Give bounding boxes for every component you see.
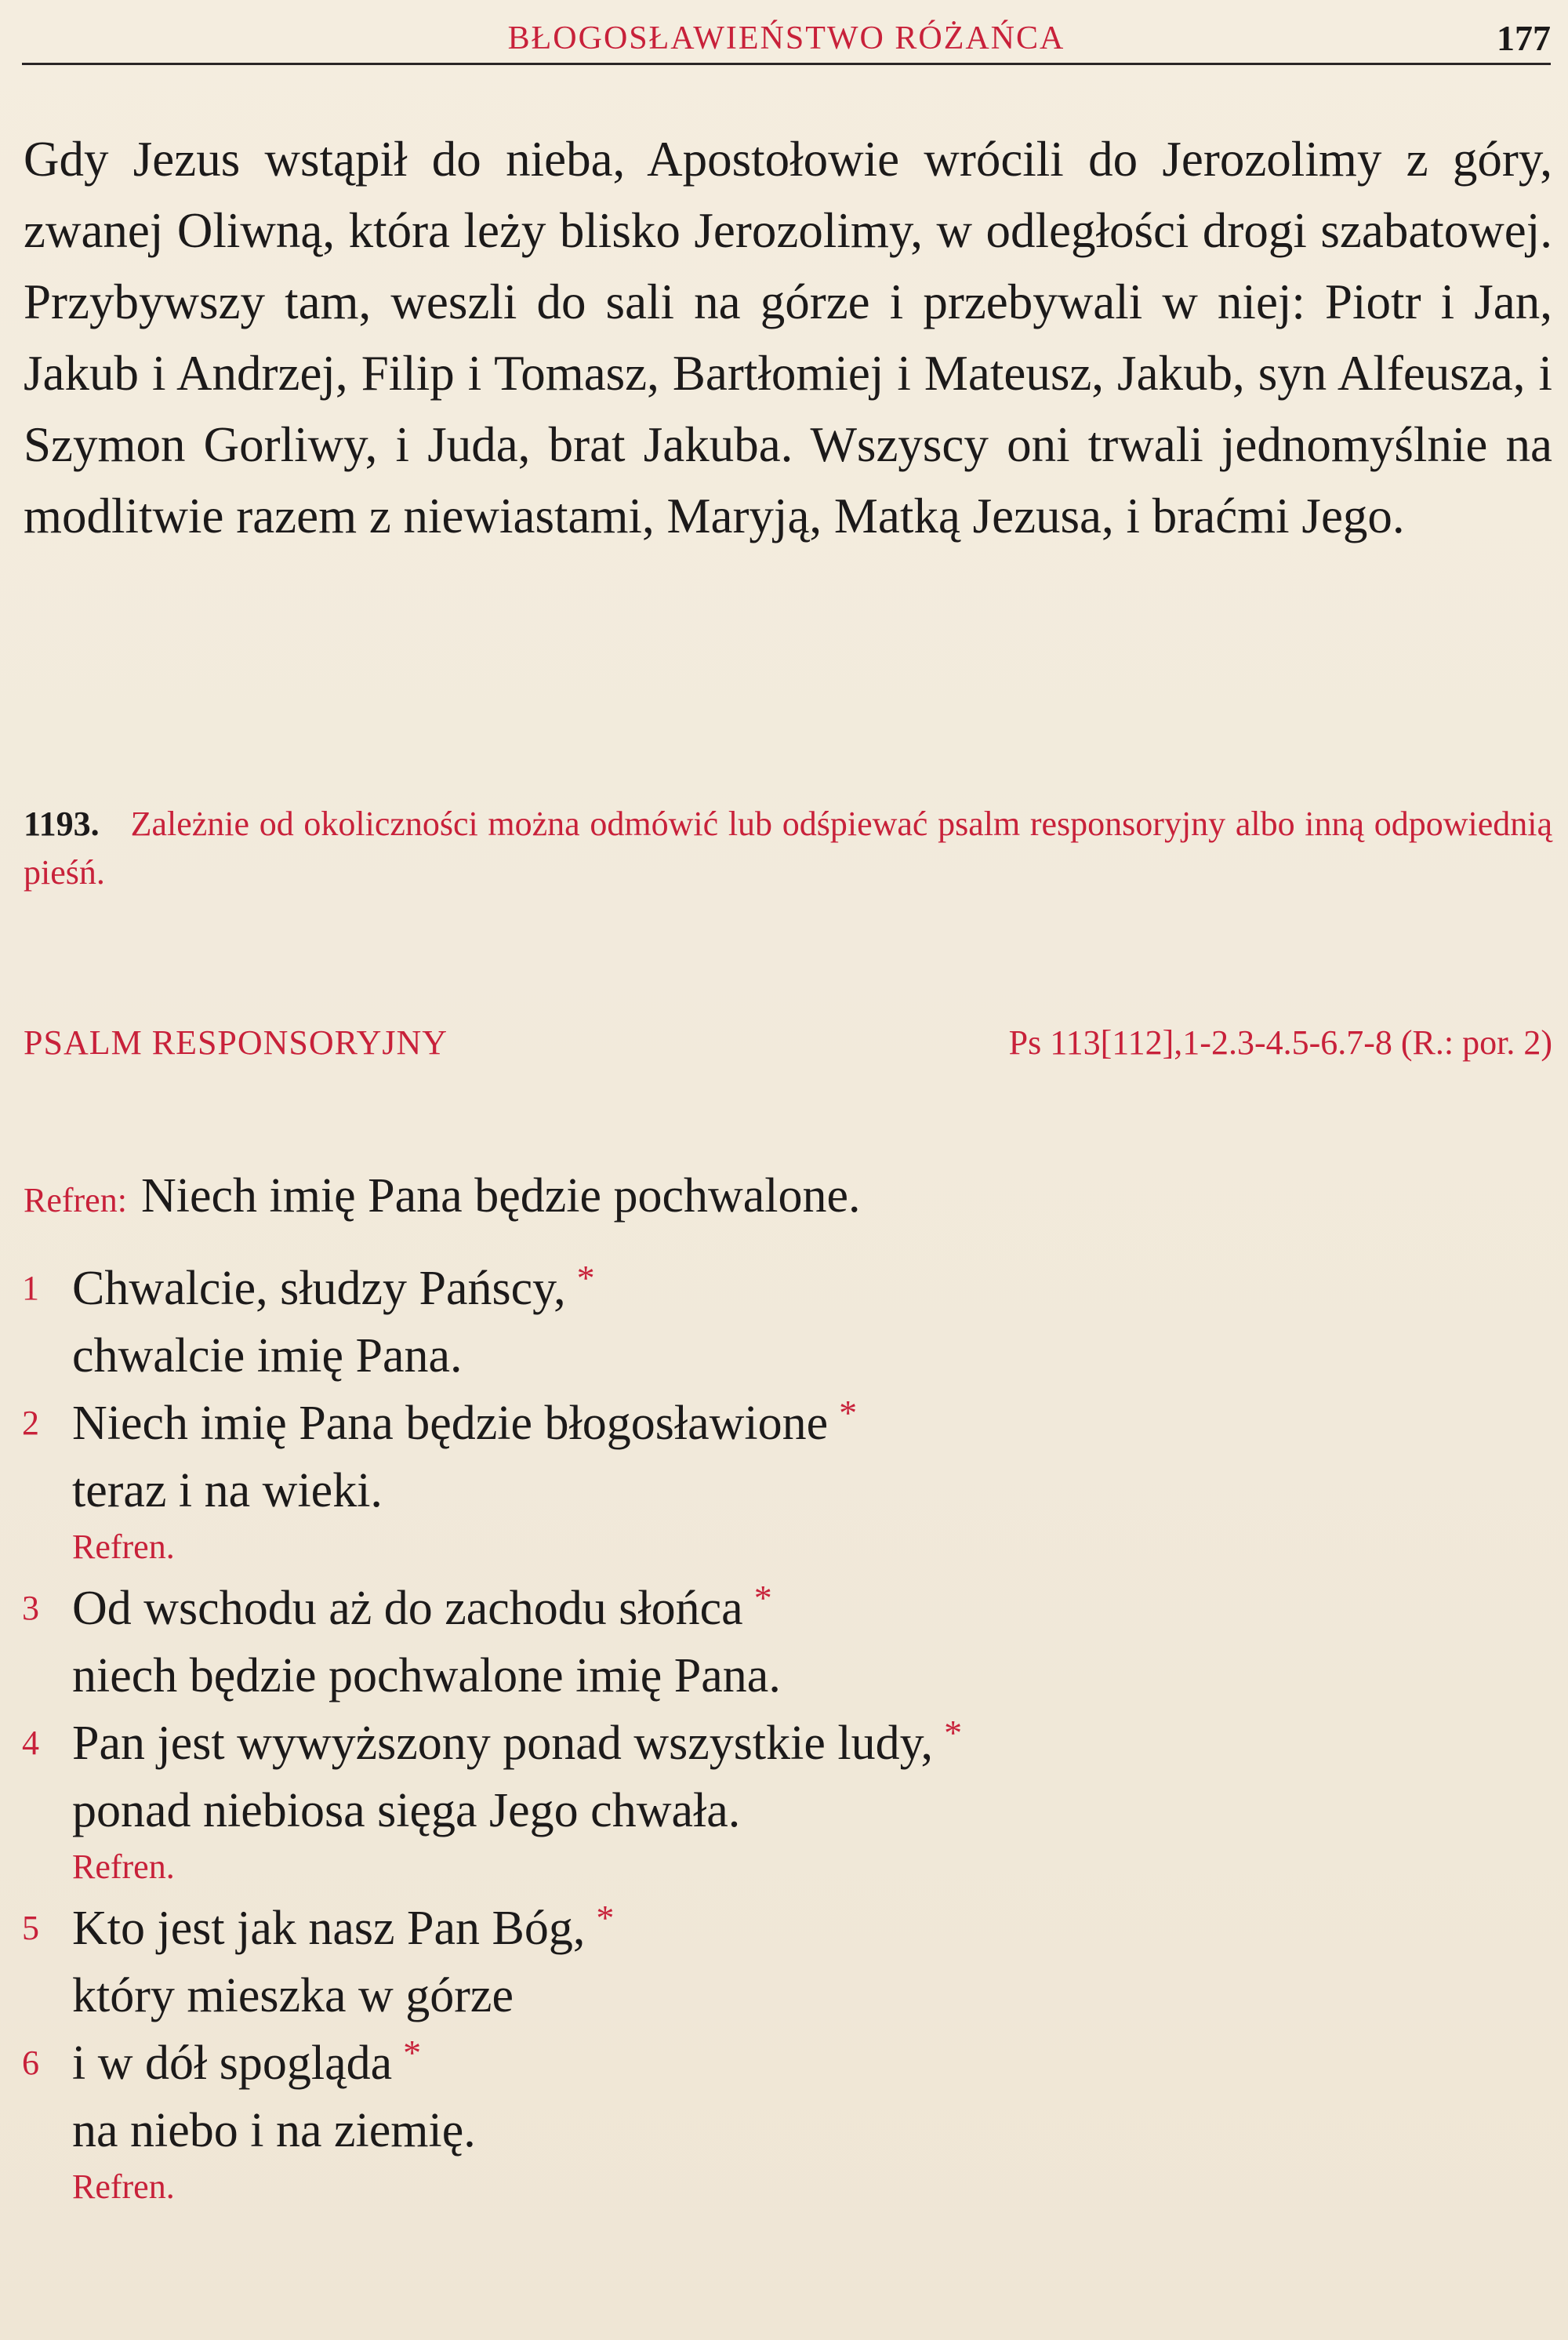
refrain-cue-text: Refren. [72, 2167, 175, 2206]
verse-line [0, 1895, 1568, 1962]
verse-line [0, 1322, 1568, 1390]
asterisk-mark: * [576, 1258, 595, 1298]
verse-line [0, 1457, 1568, 1524]
psalm-heading [24, 1018, 1552, 1068]
verse-text: który mieszka w górze [72, 1969, 514, 2022]
verse-text: Pan jest wywyższony ponad wszystkie ludy, * [72, 1713, 963, 1770]
rubric-number: 1193. [24, 805, 100, 843]
verse-line [0, 1390, 1568, 1457]
narrative-paragraph: Gdy Jezus wstąpił do nieba, Apostołowie wrócili do Jerozolimy z góry, zwanej Oliwną, która leży blisko Jerozolimy, w odległości drogi szabatowej. Przybywszy tam, weszli do sali na górze i przebywali w niej: Piotr i Jan, Jakub i Andrzej, Filip i Tomasz, Bartłomiej i Mateusz, Jakub, syn Alfeusza, i Szymon Gorliwy, i Juda, brat Jakuba. Wszyscy oni trwali jednomyślnie na modlitwie razem z niewiastami, Maryją, Matką Jezusa, i braćmi Jego. [24, 132, 1552, 543]
refrain-cue [0, 1844, 1568, 1895]
verse-number: 6 [22, 2044, 39, 2082]
verse-number: 5 [22, 1909, 39, 1947]
verse-text: ponad niebiosa sięga Jego chwała. [72, 1784, 741, 1837]
verse-text: Niech imię Pana będzie błogosławione * [72, 1393, 858, 1450]
verse-line [0, 1642, 1568, 1710]
refrain-text: Niech imię Pana będzie pochwalone. [140, 1169, 861, 1223]
refrain-cue-text: Refren. [72, 1528, 175, 1566]
verse-text: na niebo i na ziemię. [72, 2104, 476, 2157]
rubric-note [24, 800, 1552, 897]
verse-text: niech będzie pochwalone imię Pana. [72, 1649, 781, 1702]
verse-line [0, 2029, 1568, 2097]
refrain-cue-text: Refren. [72, 1848, 175, 1886]
refrain [24, 1165, 861, 1227]
verse-line [0, 1777, 1568, 1844]
running-header [22, 14, 1551, 65]
asterisk-mark: * [753, 1578, 772, 1618]
refrain-cue [0, 2164, 1568, 2215]
verse-text: Chwalcie, słudzy Pańscy, * [72, 1258, 595, 1315]
verse-text: i w dół spogląda * [72, 2033, 422, 2090]
refrain-label: Refren: [24, 1181, 127, 1219]
page-number: 177 [1497, 18, 1551, 58]
verse-text: teraz i na wieki. [72, 1464, 383, 1517]
verse-line [0, 1710, 1568, 1777]
asterisk-mark: * [403, 2033, 422, 2073]
verse-number: 3 [22, 1589, 39, 1627]
rubric-text: Zależnie od okoliczności można odmówić lub odśpiewać psalm responsoryjny albo inną odpowiednią pieśń. [24, 805, 1552, 892]
verse-number: 4 [22, 1724, 39, 1762]
psalm-verses [0, 1255, 1568, 2215]
verse-text: Od wschodu aż do zachodu słońca * [72, 1578, 772, 1635]
verse-line [0, 1962, 1568, 2029]
asterisk-mark: * [944, 1713, 963, 1753]
verse-number: 2 [22, 1404, 39, 1442]
verse-text: chwalcie imię Pana. [72, 1329, 463, 1383]
running-title: BŁOGOSŁAWIEŃSTWO RÓŻAŃCA [507, 20, 1065, 56]
verse-number: 1 [22, 1269, 39, 1307]
asterisk-mark: * [596, 1898, 615, 1938]
verse-line [0, 1575, 1568, 1642]
psalm-label: PSALM RESPONSORYJNY [24, 1023, 448, 1062]
verse-text: Kto jest jak nasz Pan Bóg, * [72, 1898, 615, 1955]
verse-line [0, 2097, 1568, 2164]
refrain-cue [0, 1524, 1568, 1575]
asterisk-mark: * [839, 1393, 858, 1433]
psalm-reference: Ps 113[112],1-2.3-4.5-6.7-8 (R.: por. 2) [1008, 1023, 1552, 1062]
verse-line [0, 1255, 1568, 1322]
